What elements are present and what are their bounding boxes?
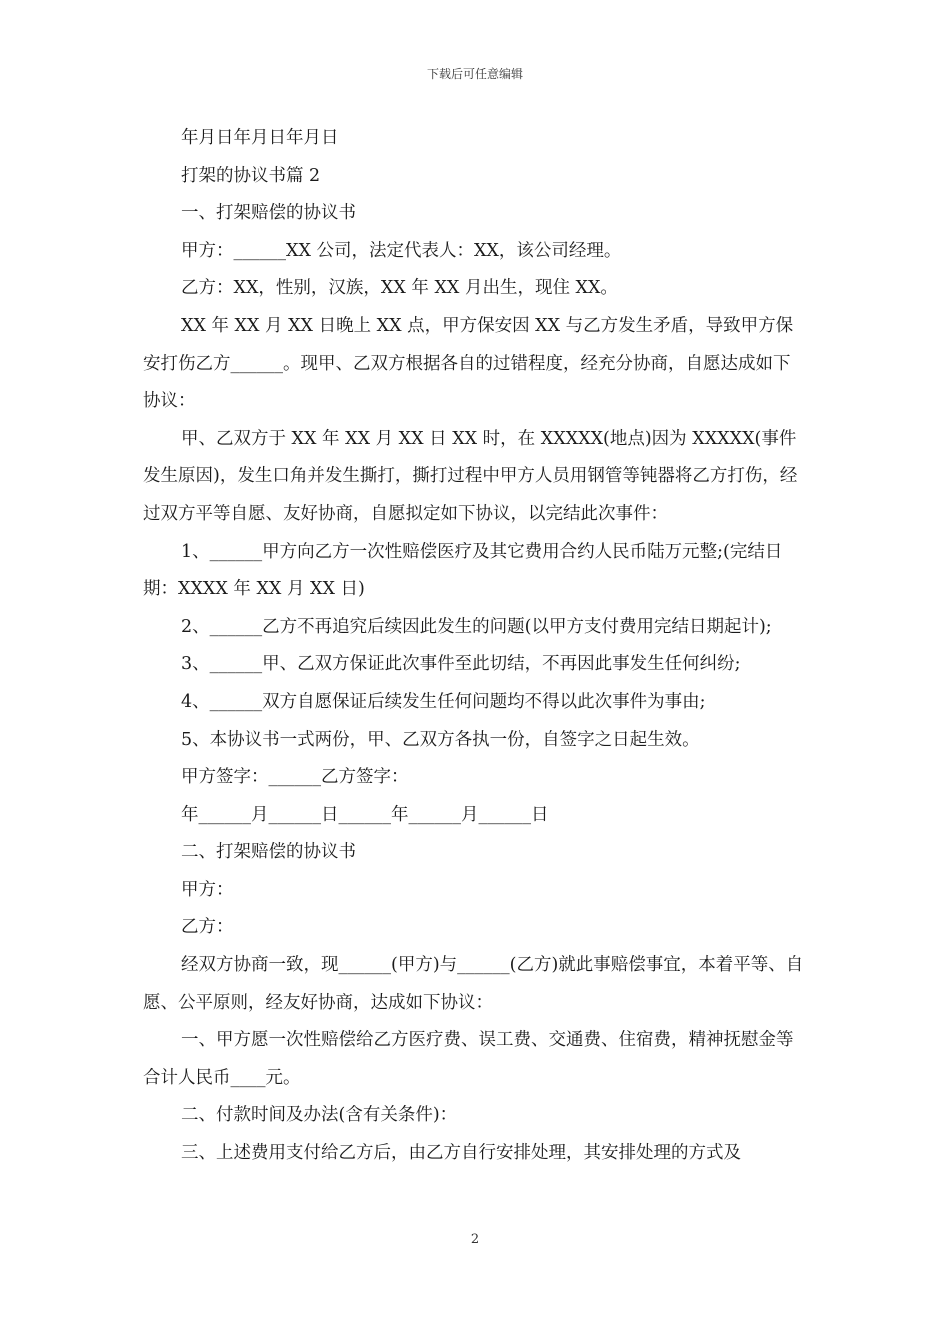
clause-1: 1、______甲方向乙方一次性赔偿医疗及其它费用合约人民币陆万元整;(完结日期：XXXX 年 XX 月 XX 日) <box>143 541 783 600</box>
section-title: 打架的协议书篇 2 <box>181 165 321 186</box>
party-b-label: 乙方： <box>181 917 234 938</box>
clause-4: 4、______双方自愿保证后续发生任何问题均不得以此次事件为事由; <box>181 691 706 712</box>
compensation-clause: 一、甲方愿一次性赔偿给乙方医疗费、误工费、交通费、住宿费，精神抚慰金等合计人民币____元。 <box>143 1030 794 1088</box>
clause-3: 3、______甲、乙双方保证此次事件至此切结，不再因此事发生任何纠纷; <box>181 654 741 675</box>
signature-date-line: 年______月______日______年______月______日 <box>181 804 549 825</box>
signature-line: 甲方签字：______乙方签字： <box>181 767 409 788</box>
party-a-label: 甲方： <box>181 879 234 900</box>
agreement-heading-2: 二、打架赔偿的协议书 <box>181 842 356 863</box>
payment-clause: 二、付款时间及办法(含有关条件)： <box>181 1105 458 1126</box>
page-header: 下载后可任意编辑 <box>426 67 523 81</box>
disposal-clause: 三、上述费用支付给乙方后，由乙方自行安排处理，其安排处理的方式及 <box>181 1143 741 1164</box>
document-body <box>143 120 807 1173</box>
clause-5: 5、本协议书一式两份，甲、乙双方各执一份，自签字之日起生效。 <box>181 729 700 750</box>
date-line: 年月日年月日年月日 <box>181 128 339 148</box>
agreement-heading-1: 一、打架赔偿的协议书 <box>181 203 356 224</box>
party-a-line: 甲方：______XX 公司，法定代表人：XX，该公司经理。 <box>181 240 622 261</box>
page-number: 2 <box>470 1232 480 1247</box>
negotiation-paragraph: 经双方协商一致，现______(甲方)与______(乙方)就此事赔偿事宜，本着平等、自愿、公平原则，经友好协商，达成如下协议： <box>143 955 804 1013</box>
agreement-paragraph: 甲、乙双方于 XX 年 XX 月 XX 日 XX 时，在 XXXXX(地点)因为 XXXXX(事件发生原因)，发生口角并发生撕打，撕打过程中甲方人员用钢管等钝器将乙方打伤，经过双方平等自愿、友好协商，自愿拟定如下协议，以完结此次事件： <box>143 428 798 524</box>
clause-2: 2、______乙方不再追究后续因此发生的问题(以甲方支付费用完结日期起计); <box>181 616 772 637</box>
party-b-line: 乙方：XX，性别，汉族，XX 年 XX 月出生，现住 XX。 <box>181 278 618 299</box>
incident-paragraph: XX 年 XX 月 XX 日晚上 XX 点，甲方保安因 XX 与乙方发生矛盾，导致甲方保安打伤乙方______。现甲、乙双方根据各自的过错程度，经充分协商，自愿达成如下协议： <box>143 315 794 412</box>
